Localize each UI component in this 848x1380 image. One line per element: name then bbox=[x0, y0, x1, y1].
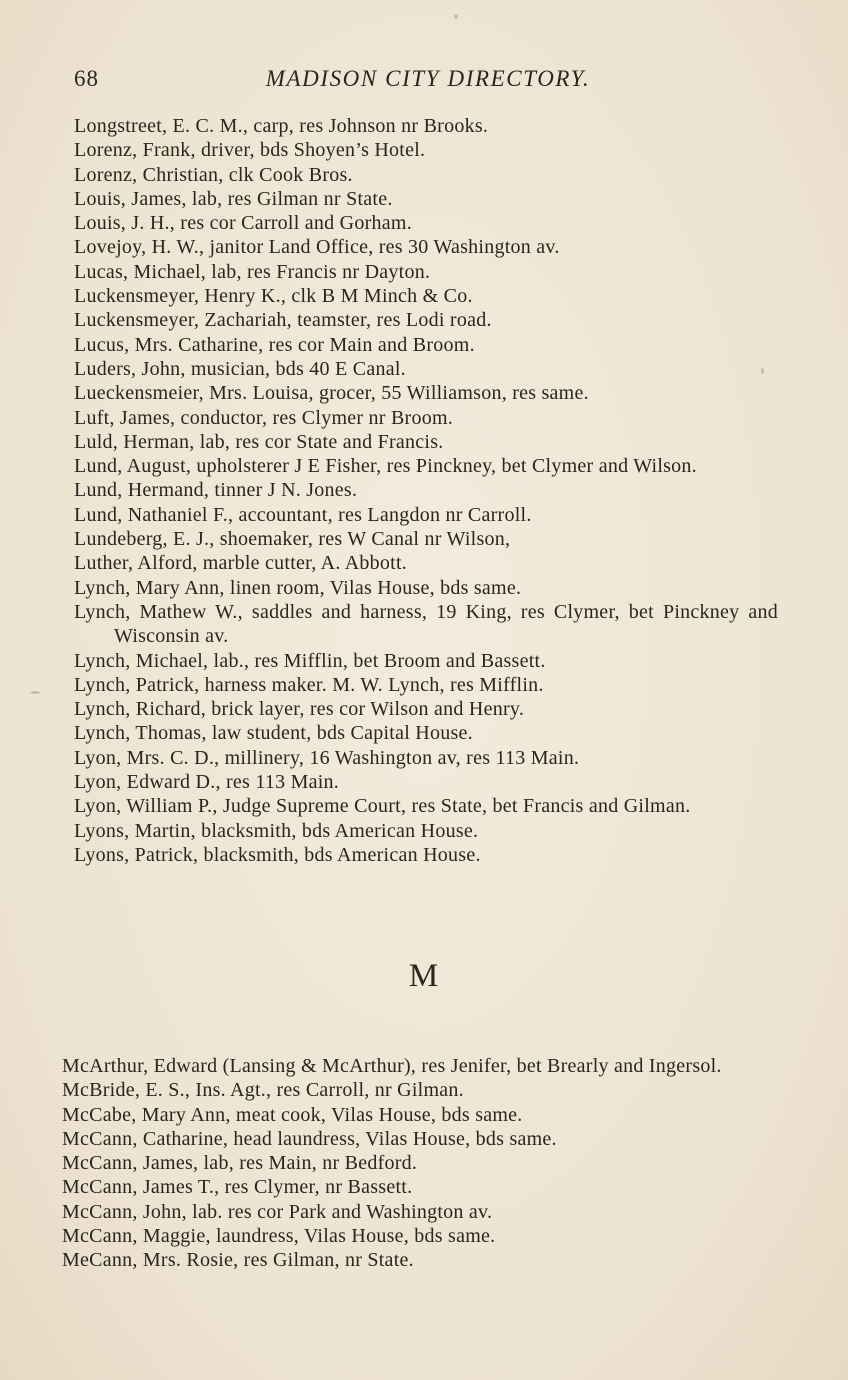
directory-entry: Luft, James, conductor, res Clymer nr Broom. bbox=[74, 406, 454, 429]
directory-entry: McCabe, Mary Ann, meat cook, Vilas House, bds same. bbox=[62, 1103, 523, 1126]
directory-entry: Lorenz, Frank, driver, bds Shoyen’s Hotel. bbox=[74, 139, 426, 162]
directory-entry: Lynch, Michael, lab., res Mifflin, bet Broom and Bassett. bbox=[74, 649, 546, 672]
directory-entry: Lund, Hermand, tinner J N. Jones. bbox=[74, 479, 358, 502]
directory-entry: McArthur, Edward (Lansing & McArthur), res Jenifer, bet Brearly and Ingersol. bbox=[62, 1055, 722, 1077]
directory-entry: McCann, Catharine, head laundress, Vilas House, bds same. bbox=[62, 1127, 557, 1150]
page-header bbox=[74, 66, 774, 100]
directory-entry: Lyons, Patrick, blacksmith, bds American House. bbox=[74, 843, 481, 866]
directory-entry: Lyon, Mrs. C. D., millinery, 16 Washington av, res 113 Main. bbox=[74, 746, 580, 769]
directory-entry: Lucas, Michael, lab, res Francis nr Dayton. bbox=[74, 260, 431, 283]
directory-entry: Lund, August, upholsterer J E Fisher, res Pinckney, bet Clymer and Wilson. bbox=[74, 455, 697, 478]
l-entries-list bbox=[62, 114, 778, 867]
directory-entry: Lundeberg, E. J., shoemaker, res W Canal nr Wilson, bbox=[74, 528, 511, 551]
directory-entry: Lund, Nathaniel F., accountant, res Langdon nr Carroll. bbox=[74, 503, 532, 526]
m-entries-list bbox=[62, 1054, 778, 1273]
directory-entry: McCann, Maggie, laundress, Vilas House, bds same. bbox=[62, 1225, 496, 1248]
directory-entry: Lynch, Patrick, harness maker. M. W. Lynch, res Mifflin. bbox=[74, 673, 544, 696]
directory-entry: Luders, John, musician, bds 40 E Canal. bbox=[74, 357, 406, 380]
directory-entry: Luckensmeyer, Zachariah, teamster, res Lodi road. bbox=[74, 309, 492, 332]
directory-entry: Luckensmeyer, Henry K., clk B M Minch & Co. bbox=[74, 285, 473, 308]
directory-entry: Louis, J. H., res cor Carroll and Gorham. bbox=[74, 212, 412, 235]
directory-entry: Lyons, Martin, blacksmith, bds American House. bbox=[74, 819, 479, 842]
paper-speck bbox=[454, 14, 458, 19]
section-heading-m: M bbox=[408, 958, 440, 994]
directory-entry: McCann, James, lab, res Main, nr Bedford. bbox=[62, 1152, 418, 1175]
directory-entry: Louis, James, lab, res Gilman nr State. bbox=[74, 187, 393, 210]
directory-entry: Lynch, Richard, brick layer, res cor Wilson and Henry. bbox=[74, 698, 525, 721]
directory-entry: Lyon, William P., Judge Supreme Court, res State, bet Francis and Gilman. bbox=[74, 795, 691, 818]
directory-entry: Lorenz, Christian, clk Cook Bros. bbox=[74, 163, 353, 186]
directory-entry: Lyon, Edward D., res 113 Main. bbox=[74, 771, 340, 794]
directory-entry: McBride, E. S., Ins. Agt., res Carroll, nr Gilman. bbox=[62, 1079, 464, 1102]
directory-entry: Luther, Alford, marble cutter, A. Abbott. bbox=[74, 552, 408, 575]
directory-entry: MeCann, Mrs. Rosie, res Gilman, nr State. bbox=[62, 1249, 414, 1272]
directory-entry: Lynch, Thomas, law student, bds Capital House. bbox=[74, 722, 473, 745]
directory-entry: Lovejoy, H. W., janitor Land Office, res 30 Washington av. bbox=[74, 236, 560, 259]
directory-entry: McCann, James T., res Clymer, nr Bassett. bbox=[62, 1176, 413, 1199]
directory-entry: Lynch, Mary Ann, linen room, Vilas House, bds same. bbox=[74, 576, 522, 599]
directory-entry: McCann, John, lab. res cor Park and Washington av. bbox=[62, 1200, 493, 1223]
directory-entry: Lueckensmeier, Mrs. Louisa, grocer, 55 Williamson, res same. bbox=[74, 382, 589, 405]
paper-speck bbox=[761, 368, 764, 374]
paper-speck bbox=[30, 691, 40, 694]
directory-entry: Lucus, Mrs. Catharine, res cor Main and Broom. bbox=[74, 333, 475, 356]
directory-entry: Luld, Herman, lab, res cor State and Francis. bbox=[74, 430, 444, 453]
running-title: MADISON CITY DIRECTORY. bbox=[265, 66, 591, 91]
page-number: 68 bbox=[74, 66, 99, 91]
directory-entry: Longstreet, E. C. M., carp, res Johnson nr Brooks. bbox=[74, 115, 489, 137]
directory-entry: Lynch, Mathew W., saddles and harness, 19 King, res Clymer, bet Pinckney and Wisconsin av. bbox=[74, 600, 778, 648]
